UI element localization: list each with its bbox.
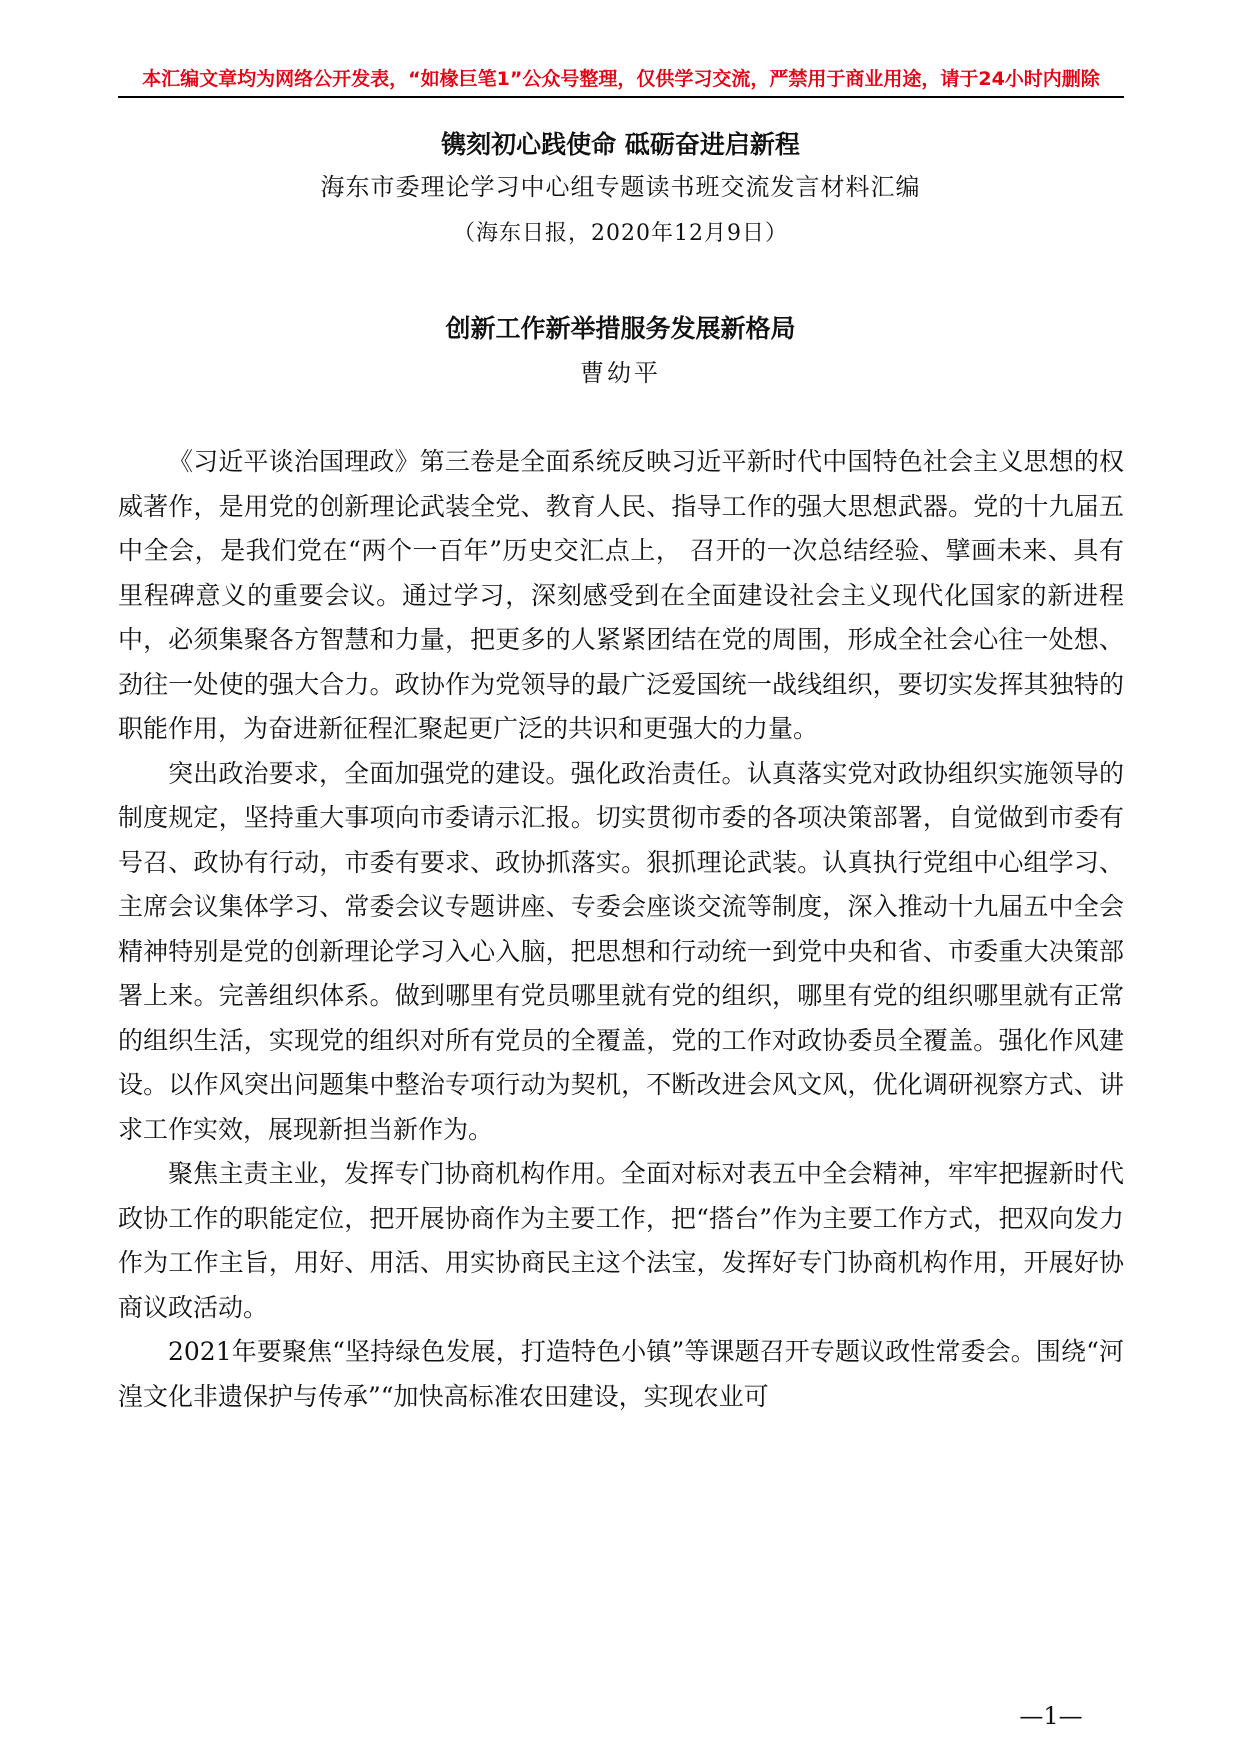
paragraph: 2021年要聚焦“坚持绿色发展，打造特色小镇”等课题召开专题议政性常委会。围绕“河湟文化非遗保护与传承”“加快高标准农田建设，实现农业可 — [118, 1337, 1124, 1411]
article-author: 曹幼平 — [580, 359, 661, 387]
compilation-title: 镌刻初心践使命 砥砺奋进启新程 — [441, 130, 800, 159]
article-body — [118, 440, 1124, 1419]
source-line: （海东日报，2020年12月9日） — [453, 221, 788, 246]
article-title: 创新工作新举措服务发展新格局 — [445, 314, 796, 343]
paragraph: 突出政治要求，全面加强党的建设。强化政治责任。认真落实党对政协组织实施领导的制度规定，坚持重大事项向市委请示汇报。切实贯彻市委的各项决策部署，自觉做到市委有号召、政协有行动，市委有要求、政协抓落实。狠抓理论武装。认真执行党组中心组学习、主席会议集体学习、常委会议专题讲座、专委会座谈交流等制度，深入推动十九届五中全会精神特别是党的创新理论学习入心入脑，把思想和行动统一到党中央和省、市委重大决策部署上来。完善组织体系。做到哪里有党员哪里就有党的组织，哪里有党的组织哪里就有正常的组织生活，实现党的组织对所有党员的全覆盖，党的工作对政协委员全覆盖。强化作风建设。以作风突出问题集中整治专项行动为契机，不断改进会风文风，优化调研视察方式、讲求工作实效，展现新担当新作为。 — [118, 758, 1124, 1144]
paragraph: 《习近平谈治国理政》第三卷是全面系统反映习近平新时代中国特色社会主义思想的权威著作，是用党的创新理论武装全党、教育人民、指导工作的强大思想武器。党的十九届五中全会，是我们党在“两个一百年”历史交汇点上， 召开的一次总结经验、擘画未来、具有里程碑意义的重要会议。通过学习，深刻感受到在全面建设社会主义现代化国家的新进程中，必须集聚各方智慧和力量，把更多的人紧紧团结在党的周围，形成全社会心往一处想、劲往一处使的强大合力。政协作为党领导的最广泛爱国统一战线组织，要切实发挥其独特的职能作用，为奋进新征程汇聚起更广泛的共识和更强大的力量。 — [118, 447, 1124, 743]
page-number: —1— — [1019, 1702, 1083, 1730]
disclaimer-banner: 本汇编文章均为网络公开发表，“如椽巨笔1”公众号整理，仅供学习交流，严禁用于商业用途，请于24小时内删除 — [142, 68, 1100, 90]
paragraph: 聚焦主责主业，发挥专门协商机构作用。全面对标对表五中全会精神，牢牢把握新时代政协工作的职能定位，把开展协商作为主要工作，把“搭台”作为主要工作方式，把双向发力作为工作主旨，用好、用活、用实协商民主这个法宝，发挥好专门协商机构作用，开展好协商议政活动。 — [118, 1159, 1124, 1322]
header-rule — [118, 96, 1124, 98]
compilation-subtitle: 海东市委理论学习中心组专题读书班交流发言材料汇编 — [320, 173, 921, 201]
